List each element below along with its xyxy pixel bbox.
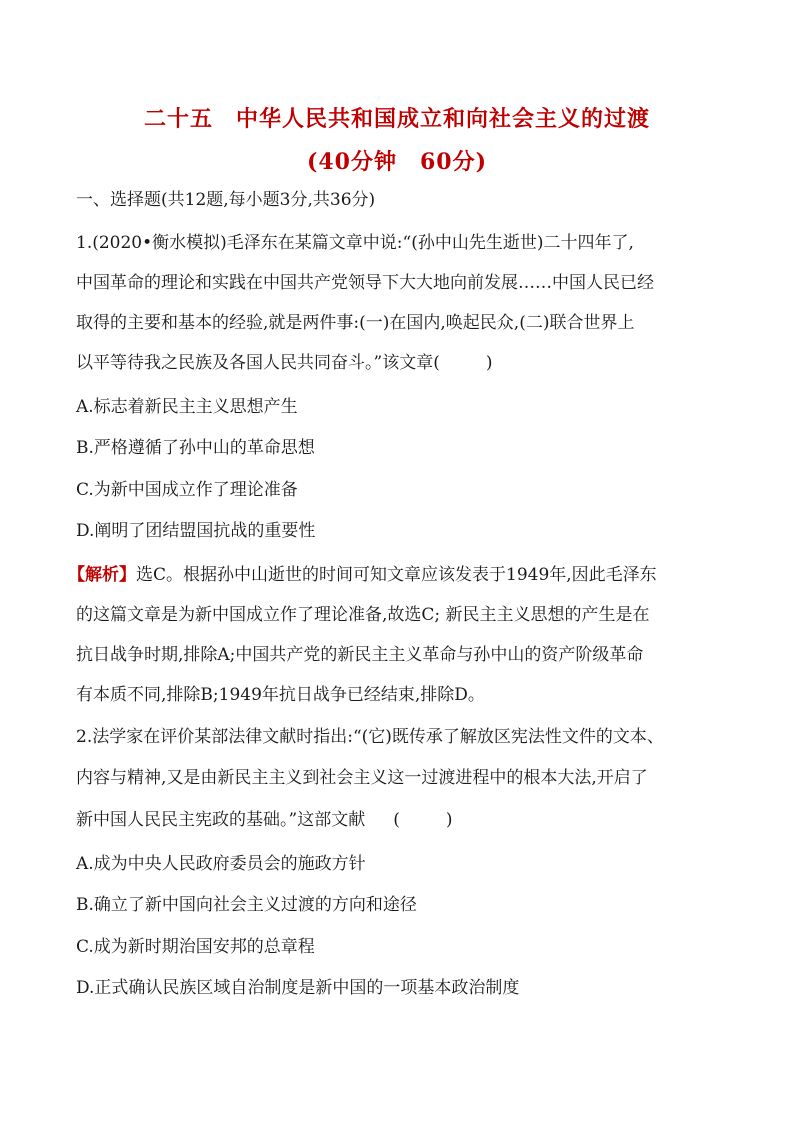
q1-option-a: A.标志着新民主主义思想产生 <box>76 397 298 417</box>
q1-option-d: D.阐明了团结盟国抗战的重要性 <box>76 521 316 541</box>
answer-paren-open: ( <box>433 353 440 373</box>
answer-paren-close: ) <box>445 810 453 830</box>
q2-line-3 <box>76 809 452 831</box>
q2-line-1: 2.法学家在评价某部法律文献时指出:“(它)既传承了解放区宪法性文件的文本、 <box>76 727 664 747</box>
q1-line-2: 中国革命的理论和实践在中国共产党领导下大大地向前发展……中国人民已经 <box>76 273 654 293</box>
analysis-line-4: 有本质不同,排除B;1949年抗日战争已经结束,排除D。 <box>76 685 485 705</box>
analysis-text-1: 选C。根据孙中山逝世的时间可知文章应该发表于1949年,因此毛泽东 <box>136 565 657 585</box>
q1-line-3: 取得的主要和基本的经验,就是两件事:(一)在国内,唤起民众,(二)联合世界上 <box>76 313 635 333</box>
q2-option-b: B.确立了新中国向社会主义过渡的方向和途径 <box>76 895 417 915</box>
analysis-tag: 【解析】 <box>68 565 136 585</box>
q2-option-a: A.成为中央人民政府委员会的施政方针 <box>76 854 366 874</box>
answer-paren-open: ( <box>393 810 400 830</box>
q1-line-4-text: 以平等待我之民族及各国人民共同奋斗。”该文章 <box>76 353 434 373</box>
q1-option-c: C.为新中国成立作了理论准备 <box>76 480 298 500</box>
page-subtitle: (40分钟 60分) <box>306 149 488 175</box>
analysis-line-3: 抗日战争时期,排除A;中国共产党的新民主主义革命与孙中山的资产阶级革命 <box>76 645 644 665</box>
answer-paren-close: ) <box>485 353 493 373</box>
q2-option-d: D.正式确认民族区域自治制度是新中国的一项基本政治制度 <box>76 978 520 998</box>
q1-option-b: B.严格遵循了孙中山的革命思想 <box>76 438 315 458</box>
page-title: 二十五 中华人民共和国成立和向社会主义的过渡 <box>143 106 650 132</box>
q1-line-4 <box>76 352 492 374</box>
analysis-line-1 <box>68 564 657 586</box>
q2-line-2: 内容与精神,又是由新民主主义到社会主义这一过渡进程中的根本大法,开启了 <box>76 768 648 788</box>
analysis-line-2: 的这篇文章是为新中国成立作了理论准备,故选C; 新民主主义思想的产生是在 <box>76 605 650 625</box>
q2-line-3-text: 新中国人民民主宪政的基础。”这部文献 <box>76 810 366 830</box>
q2-option-c: C.成为新时期治国安邦的总章程 <box>76 937 315 957</box>
section-heading: 一、选择题(共12题,每小题3分,共36分) <box>76 190 376 210</box>
q1-line-1: 1.(2020•衡水模拟)毛泽东在某篇文章中说:“(孙中山先生逝世)二十四年了, <box>76 233 634 253</box>
